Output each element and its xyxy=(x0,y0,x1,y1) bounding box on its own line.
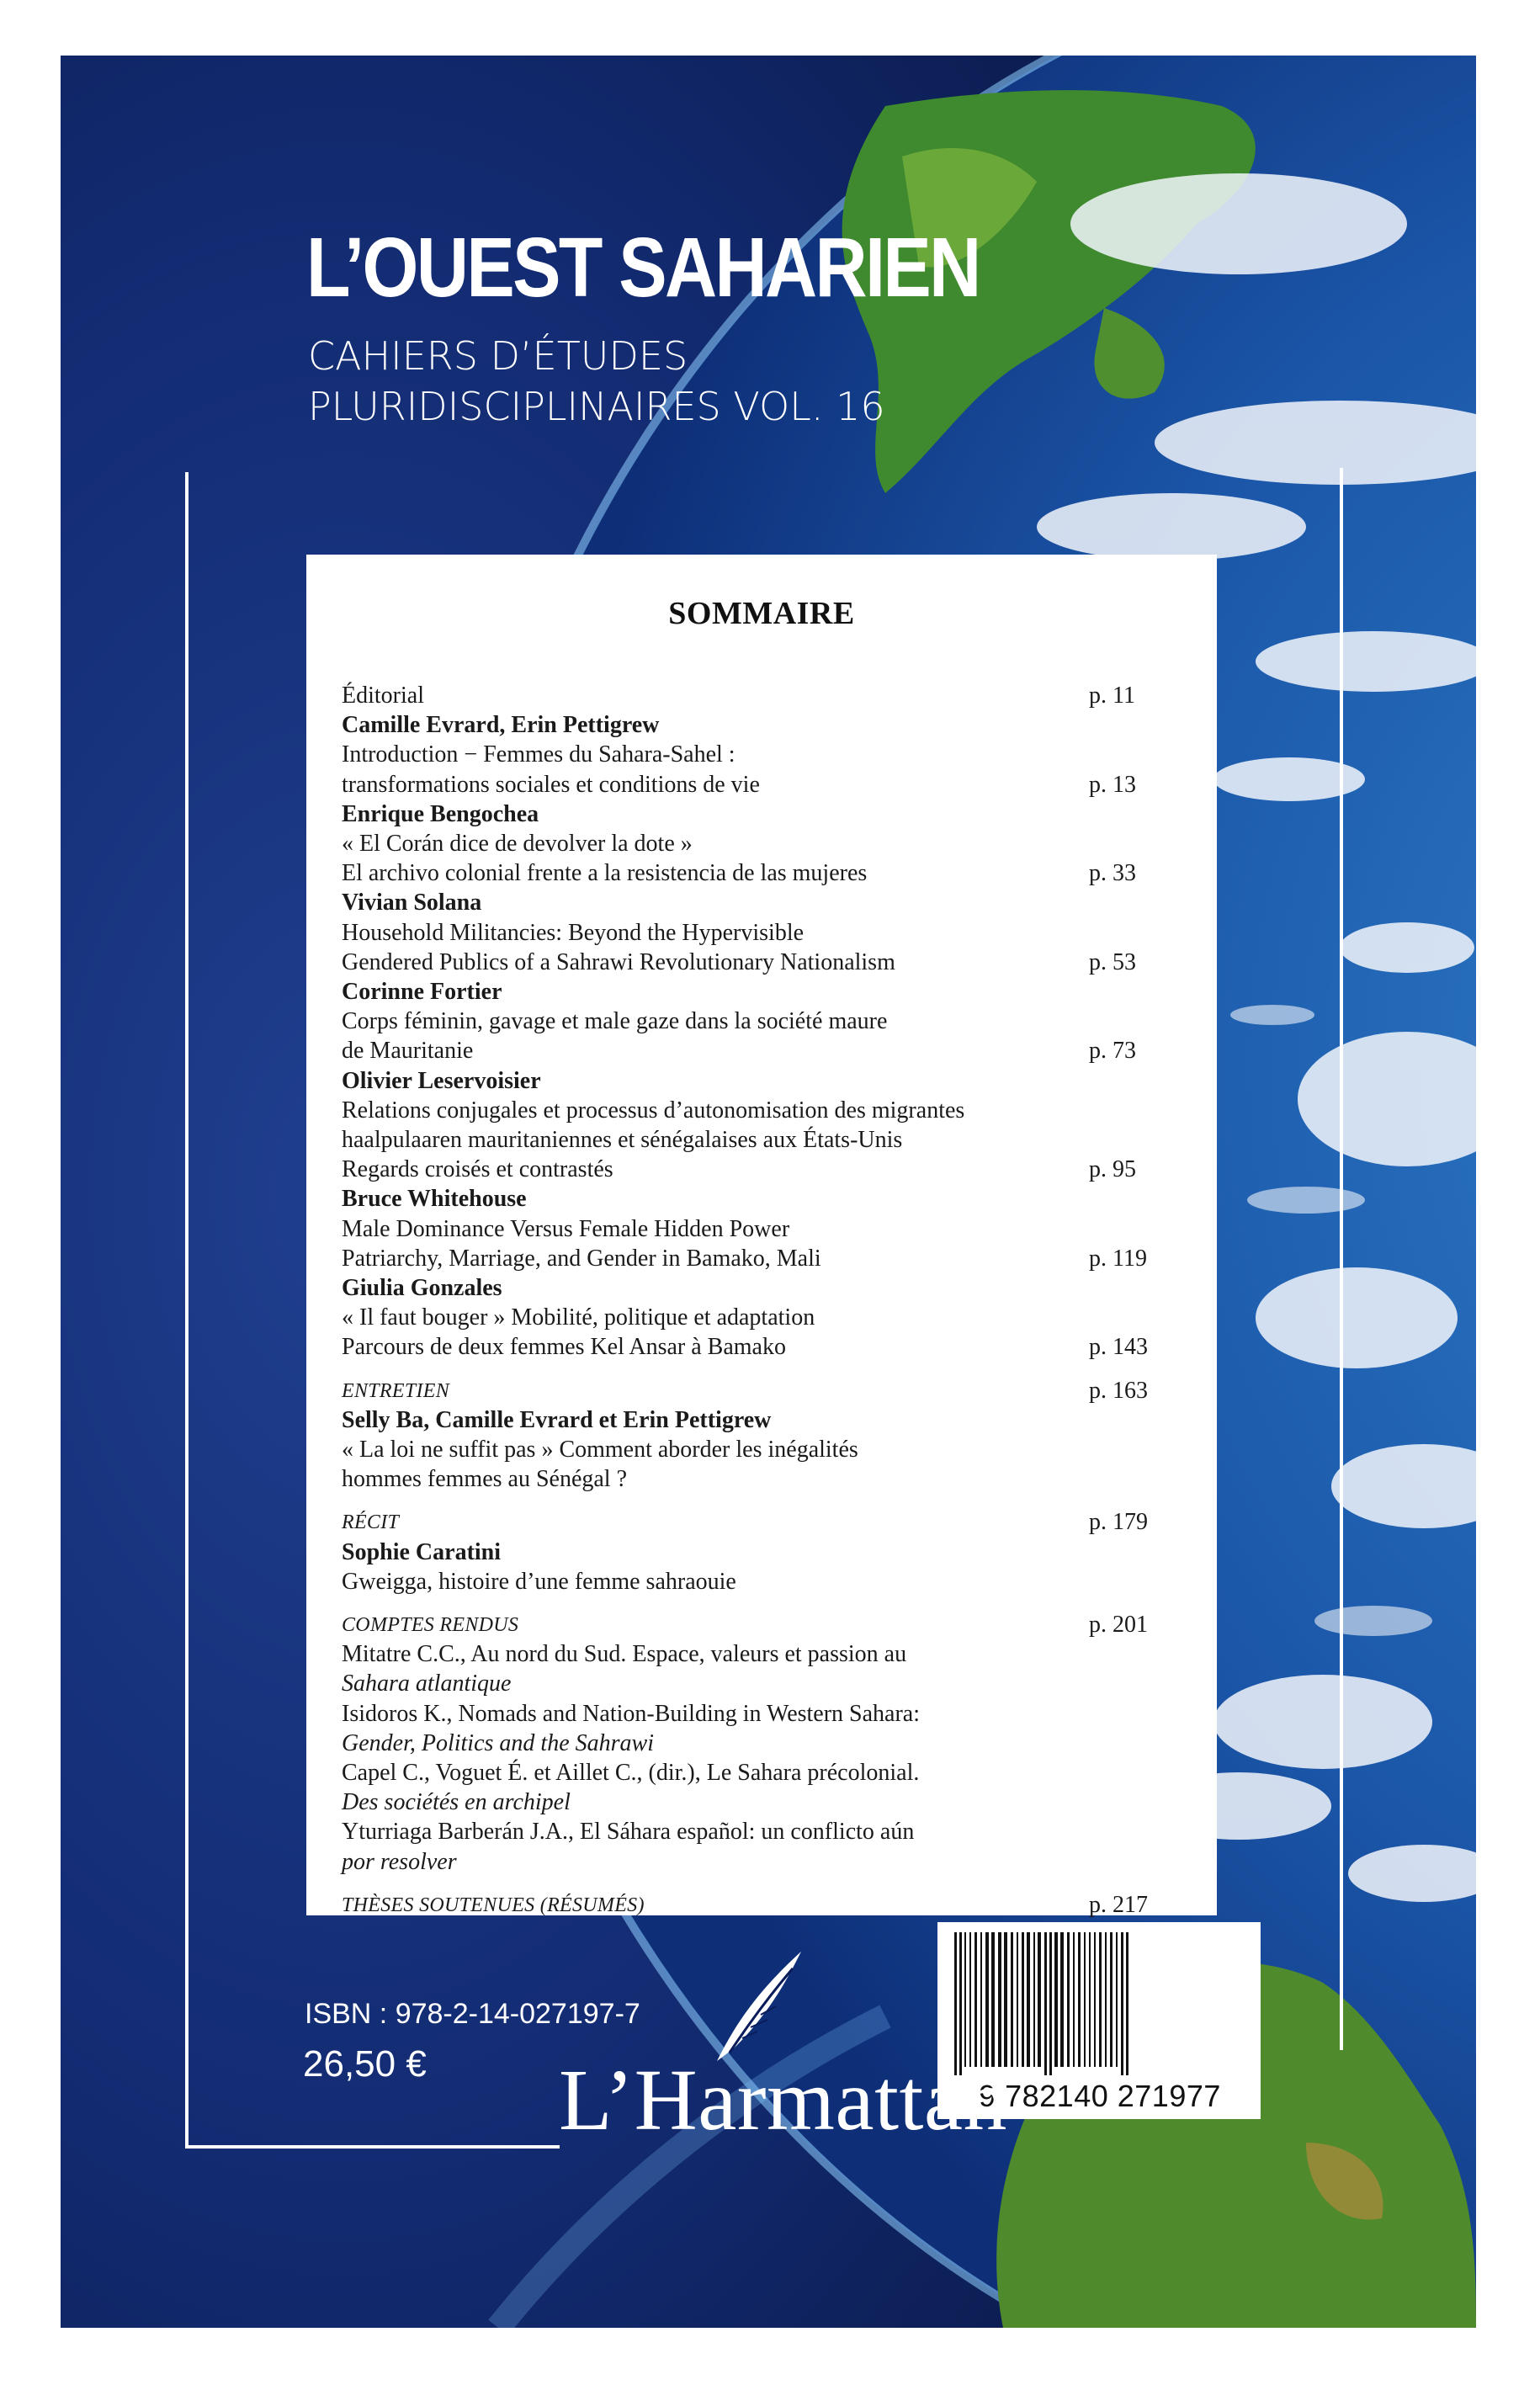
toc-author: Olivier Leservoisier xyxy=(342,1067,541,1094)
frame-line-left xyxy=(185,472,189,2147)
toc-entry-text: Sahara atlantique xyxy=(342,1671,512,1697)
toc-entry-text: Household Militancies: Beyond the Hypervisible xyxy=(342,919,805,946)
barcode-bar xyxy=(1110,1932,1113,2067)
toc-section-label: THÈSES SOUTENUES (RÉSUMÉS) xyxy=(342,1894,645,1916)
barcode-bar xyxy=(1011,1932,1013,2067)
barcode-bar xyxy=(1078,1932,1081,2067)
frame-line-bottom xyxy=(185,2145,560,2149)
toc-page-number: p. 13 xyxy=(1089,771,1136,798)
barcode-bar xyxy=(1121,1932,1123,2075)
barcode-bar xyxy=(1017,1932,1018,2067)
toc-entry-text: Capel C., Voguet É. et Aillet C., (dir.), Le Sahara précolonial. xyxy=(342,1760,920,1786)
toc-entry-text: transformations sociales et conditions de vie xyxy=(342,771,760,798)
toc-author: Sophie Caratini xyxy=(342,1538,502,1565)
toc-entry-text: Regards croisés et contrastés xyxy=(342,1156,613,1183)
toc-author: Selly Ba, Camille Evrard et Erin Pettigrew xyxy=(342,1406,772,1433)
toc-entry-text: Yturriaga Barberán J.A., El Sáhara español: un conflicto aún xyxy=(342,1819,915,1846)
price: 26,50 € xyxy=(303,2043,427,2085)
toc-entry-text: Gendered Publics of a Sahrawi Revolutionary Nationalism xyxy=(342,948,895,975)
barcode-bar xyxy=(991,1932,995,2067)
toc-entry-text: Gweigga, histoire d’une femme sahraouie xyxy=(342,1568,736,1595)
toc-entry-text: Gender, Politics and the Sahrawi xyxy=(342,1729,654,1756)
frame-line-right xyxy=(1340,468,1343,2050)
toc-section-label: COMPTES RENDUS xyxy=(342,1614,519,1636)
toc-entry-text: « La loi ne suffit pas » Comment aborder les inégalités xyxy=(342,1437,858,1463)
toc-entry-text: Mitatre C.C., Au nord du Sud. Espace, valeurs et passion au xyxy=(342,1641,907,1668)
toc-section-label: ENTRETIEN xyxy=(342,1379,450,1402)
toc-author: Vivian Solana xyxy=(342,890,482,916)
series-subtitle-line2: PLURIDISCIPLINAIRES VOL. 16 xyxy=(308,384,885,429)
barcode-bar xyxy=(980,1932,982,2067)
barcode-bar xyxy=(1033,1932,1035,2067)
barcode-bar xyxy=(1116,1932,1118,2067)
toc-entry-text: Patriarchy, Marriage, and Gender in Bamako, Mali xyxy=(342,1245,821,1272)
toc-page-number: p. 163 xyxy=(1089,1377,1148,1404)
barcode-bar xyxy=(1105,1932,1107,2067)
barcode-bar xyxy=(1049,1932,1052,2075)
toc-entry-text: hommes femmes au Sénégal ? xyxy=(342,1466,628,1493)
barcode-bar xyxy=(1044,1932,1047,2075)
barcode-bar xyxy=(1022,1932,1024,2067)
barcode-bar xyxy=(1027,1932,1030,2067)
barcode-bar xyxy=(1089,1932,1091,2067)
toc-entry-text: Male Dominance Versus Female Hidden Power xyxy=(342,1215,790,1242)
toc-page-number: p. 53 xyxy=(1089,948,1136,975)
toc-page-number: p. 143 xyxy=(1089,1334,1148,1361)
barcode-bar xyxy=(1060,1932,1064,2067)
toc-entry-text: Des sociétés en archipel xyxy=(342,1789,571,1816)
barcode-bar xyxy=(1099,1932,1102,2067)
barcode-bar xyxy=(1073,1932,1075,2067)
barcode-bar xyxy=(985,1932,989,2067)
toc-page-number: p. 33 xyxy=(1089,860,1136,887)
toc-page-number: p. 119 xyxy=(1089,1245,1147,1272)
toc-author: Giulia Gonzales xyxy=(342,1275,502,1301)
toc-author: Camille Evrard, Erin Pettigrew xyxy=(342,712,660,739)
isbn-number: ISBN : 978-2-14-027197-7 xyxy=(305,1998,640,2030)
publisher-logo: L’Harmattan xyxy=(559,2052,1008,2149)
toc-page-number: p. 11 xyxy=(1089,683,1135,709)
toc-section-label: RÉCIT xyxy=(342,1511,400,1534)
toc-entry-text: Parcours de deux femmes Kel Ansar à Bamako xyxy=(342,1334,786,1361)
book-back-cover xyxy=(61,56,1476,2328)
toc-author: Bruce Whitehouse xyxy=(342,1186,527,1213)
barcode-bar xyxy=(969,1932,971,2067)
table-of-contents-panel xyxy=(306,555,1217,1918)
barcode-digits: 9 782140 271977 xyxy=(979,2079,1221,2113)
toc-author: Enrique Bengochea xyxy=(342,800,539,827)
barcode-bar xyxy=(974,1932,977,2067)
barcode-bar xyxy=(964,1932,966,2067)
toc-entry-text: « Il faut bouger » Mobilité, politique et adaptation xyxy=(342,1304,815,1331)
barcode-bar xyxy=(1067,1932,1070,2067)
toc-heading: SOMMAIRE xyxy=(668,596,855,631)
toc-entry-text: Isidoros K., Nomads and Nation-Building in Western Sahara: xyxy=(342,1700,921,1727)
toc-page-number: p. 73 xyxy=(1089,1038,1136,1065)
toc-entry-text: Éditorial xyxy=(342,683,424,709)
toc-page-number: p. 201 xyxy=(1089,1612,1148,1638)
toc-page-number: p. 217 xyxy=(1089,1891,1148,1918)
barcode-bar xyxy=(1054,1932,1058,2067)
toc-entry-text: Relations conjugales et processus d’autonomisation des migrantes xyxy=(342,1097,965,1123)
barcode-bar xyxy=(1004,1932,1007,2067)
barcode-bar xyxy=(1126,1932,1128,2075)
barcode-bar xyxy=(1084,1932,1086,2067)
series-title: L’OUEST SAHARIEN xyxy=(306,220,980,315)
toc-entry-text: haalpulaaren mauritaniennes et sénégalaises aux États-Unis xyxy=(342,1127,903,1153)
toc-entry-text: de Mauritanie xyxy=(342,1038,474,1065)
toc-page-number: p. 179 xyxy=(1089,1509,1148,1536)
publisher-quill-logo xyxy=(709,1947,810,2065)
toc-entry-text: « El Corán dice de devolver la dote » xyxy=(342,831,693,857)
toc-entry-text: Corps féminin, gavage et male gaze dans la société maure xyxy=(342,1008,888,1035)
barcode-bar xyxy=(1094,1932,1096,2067)
toc-author: Corinne Fortier xyxy=(342,979,502,1005)
barcode-bar xyxy=(1038,1932,1041,2067)
series-subtitle-line1: CAHIERS D’ÉTUDES xyxy=(308,333,688,379)
barcode-bar xyxy=(998,1932,1001,2067)
toc-entry-text: Introduction − Femmes du Sahara-Sahel : xyxy=(342,741,735,768)
toc-page-number: p. 95 xyxy=(1089,1156,1136,1183)
toc-entry-text: El archivo colonial frente a la resistencia de las mujeres xyxy=(342,860,868,887)
toc-entry-list xyxy=(306,555,1217,1918)
toc-entry-text: por resolver xyxy=(342,1848,457,1875)
